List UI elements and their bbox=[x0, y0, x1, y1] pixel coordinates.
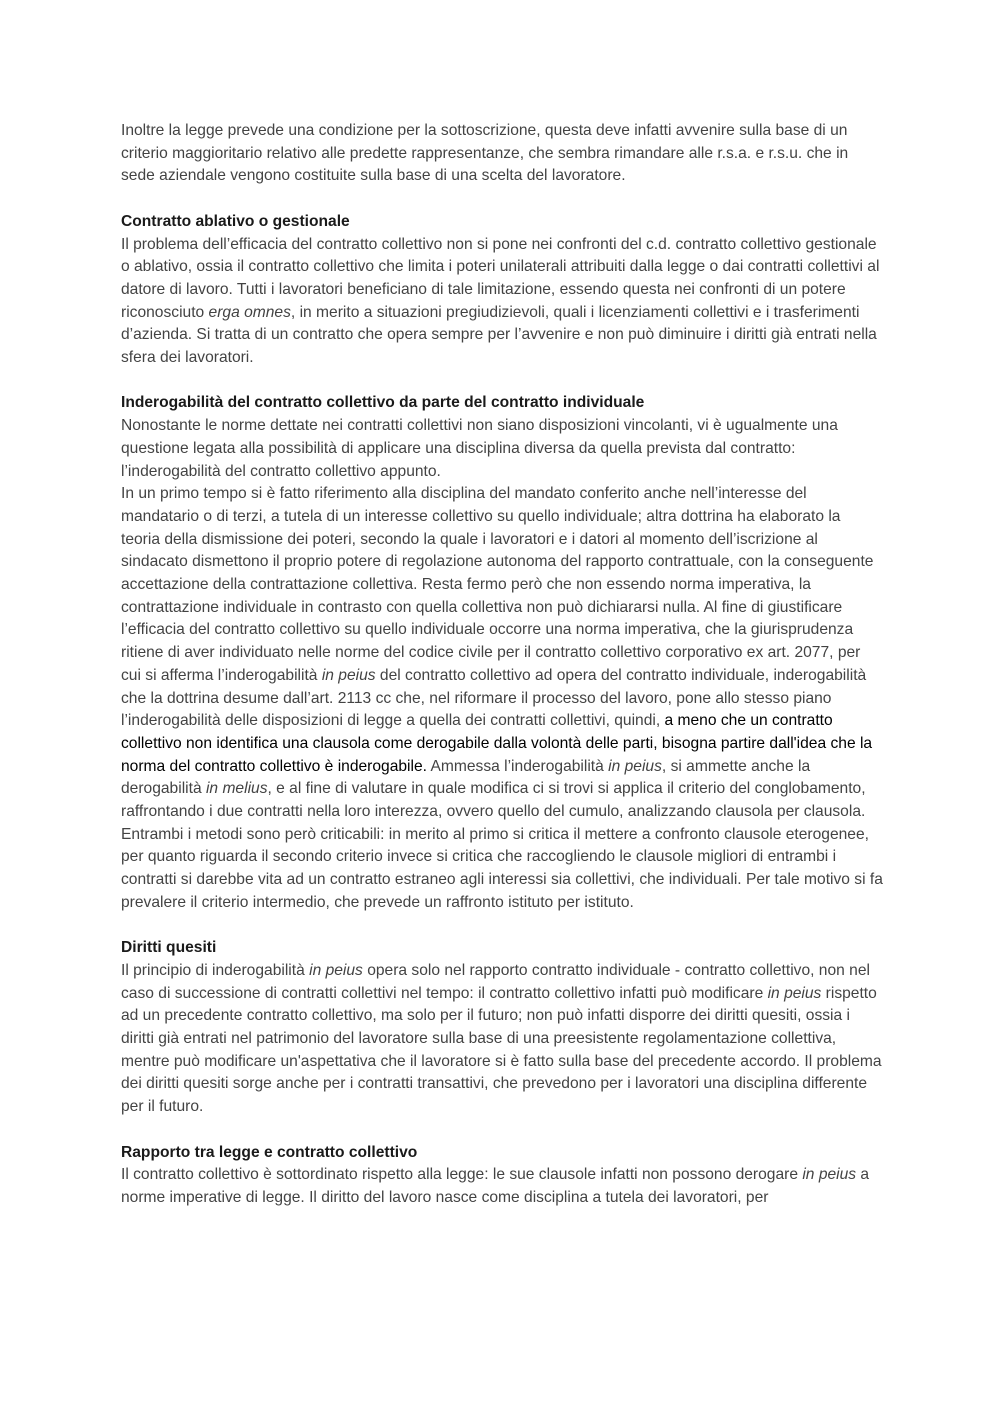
paragraph-rapporto-legge: Il contratto collettivo è sottordinato rispetto alla legge: le sue clausole infatti non possono derogare in peius a norme imperative di legge. Il diritto del lavoro nasce come disciplina a tutela dei lavoratori, per bbox=[121, 1166, 870, 1206]
intro-paragraph: Inoltre la legge prevede una condizione per la sottoscrizione, questa deve infatti avvenire sulla base di un criterio maggioritario relativo alle predette rappresentanze, che sembra rimandare alle r.s.a. e r.s.u. che in sede aziendale vengono costituite sulla base di una scelta del lavoratore. bbox=[121, 122, 849, 185]
paragraph-inderogabilita-1: Nonostante le norme dettate nei contratti collettivi non siano disposizioni vincolanti, vi è ugualmente una questione legata alla possibilità di applicare una disciplina diversa da quella prevista dal contratto: l’inderogabilità del contratto collettivo appunto. bbox=[121, 417, 838, 480]
paragraph-contratto-ablativo: Il problema dell’efficacia del contratto collettivo non si pone nei confronti del c.d. contratto collettivo gestionale o ablativo, ossia il contratto collettivo che limita i poteri unilaterali attribuiti dalla legge o dai contratti collettivi al datore di lavoro. Tutti i lavoratori beneficiano di tale limitazione, essendo questa nei confronti di un potere riconosciuto erga omnes, in merito a situazioni pregiudizievoli, quali i licenziamenti collettivi e i trasferimenti d’azienda. Si tratta di un contratto che opera sempre per l’avvenire e non può diminuire i diritti già entrati nella sfera dei lavoratori. bbox=[121, 235, 880, 367]
italic-term: in peius bbox=[321, 666, 376, 684]
heading-rapporto-legge: Rapporto tra legge e contratto collettivo bbox=[121, 1143, 418, 1161]
paragraph-inderogabilita-2: In un primo tempo si è fatto riferimento alla disciplina del mandato conferito anche nell’interesse del mandatario o di terzi, a tutela di un interesse collettivo su quello individuale; altra dottrina ha elaborato la teoria della dismissione dei poteri, secondo la quale i lavoratori e i datori al momento dell’iscrizione al sindacato dismettono il proprio potere di regolazione autonoma del rapporto contrattuale, con la conseguente accettazione della contrattazione collettiva. Resta fermo però che non essendo norma imperativa, la contrattazione individuale in contrasto con quella collettiva non può dichiararsi nulla. Al fine di giustificare l’efficacia del contratto collettivo su quello individuale occorre una norma imperativa, che la giurisprudenza ritiene di aver individuato nelle norme del codice civile per il contratto collettivo corporativo ex art. 2077, per cui si afferma l’inderogabilità in peius del contratto collettivo ad opera del contratto individuale, inderogabilità che la dottrina desume dall’art. 2113 cc che, nel riformare il processo del lavoro, pone allo stesso piano l’inderogabilità delle disposizioni di legge a quella dei contratti collettivi, quindi, a meno che un contratto collettivo non identifica una clausola come derogabile dalla volontà delle parti, bisogna partire dall'idea che la norma del contratto collettivo è inderogabile. Ammessa l’inderogabilità in peius, si ammette anche la derogabilità in melius, e al fine di valutare in quale modifica ci si trovi si applica il criterio del conglobamento, raffrontando i due contratti nella loro interezza, ovvero quello del cumulo, analizzando clausola per clausola. Entrambi i metodi sono però criticabili: in merito al primo si critica il mettere a confronto clausole eterogenee, per quanto riguarda il secondo criterio invece si critica che raccogliendo le clausole migliori di entrambi i contratti si darebbe vita ad un contratto estraneo agli interessi sia collettivi, che individuali. Per tale motivo si fa prevalere il criterio intermedio, che prevede un raffronto istituto per istituto. bbox=[121, 485, 883, 911]
heading-diritti-quesiti: Diritti quesiti bbox=[121, 939, 217, 957]
heading-contratto-ablativo: Contratto ablativo o gestionale bbox=[121, 212, 350, 230]
italic-term: in peius bbox=[309, 961, 363, 979]
paragraph-spacer bbox=[121, 370, 883, 393]
paragraph-spacer bbox=[121, 188, 883, 211]
italic-term: in peius bbox=[802, 1166, 857, 1184]
highlighted-text: a meno che un contratto collettivo non identifica una clausola come derogabile dalla volontà delle parti, bisogna partire dall'idea che la norma del contratto collettivo è inderogabile. bbox=[121, 712, 873, 775]
document-page bbox=[121, 120, 883, 1210]
italic-term: in melius bbox=[205, 780, 268, 798]
paragraph-spacer bbox=[121, 915, 883, 938]
heading-inderogabilita: Inderogabilità del contratto collettivo da parte del contratto individuale bbox=[121, 394, 645, 412]
paragraph-diritti-quesiti: Il principio di inderogabilità in peius opera solo nel rapporto contratto individuale - contratto collettivo, non nel caso di successione di contratti collettivi nel tempo: il contratto collettivo infatti può modificare in peius rispetto ad un precedente contratto collettivo, ma solo per il futuro; non può infatti disporre dei diritti quesiti, ossia i diritti già entrati nel patrimonio del lavoratore sulla base di una preesistente regolamentazione collettiva, mentre può modificare un'aspettativa che il lavoratore si è fatto sulla base del precedente accordo. Il problema dei diritti quesiti sorge anche per i contratti transattivi, che prevedono per i lavoratori una disciplina differente per il futuro. bbox=[121, 961, 882, 1116]
italic-term: erga omnes bbox=[208, 303, 291, 321]
italic-term: in peius bbox=[767, 984, 822, 1002]
italic-term: in peius bbox=[608, 757, 662, 775]
paragraph-spacer bbox=[121, 1119, 883, 1142]
